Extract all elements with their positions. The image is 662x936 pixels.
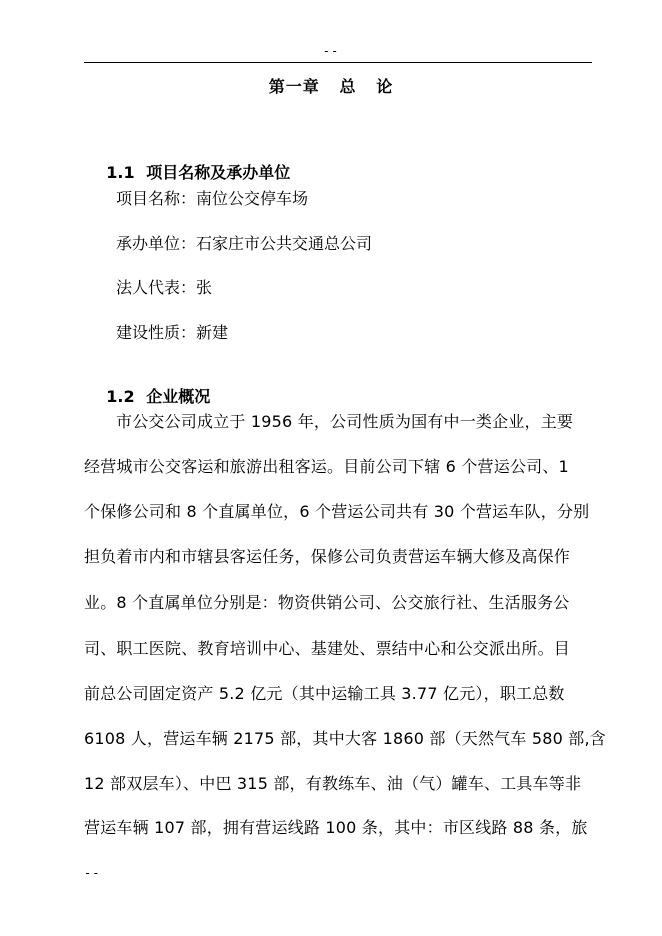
section-number: 1.1 [106,163,135,182]
project-name-line: 项目名称：南位公交停车场 [116,189,309,208]
paragraph-line: 6108 人，营运车辆 2175 部，其中大客 1860 部（天然气车 580 部,含 [84,729,606,748]
header-mark: -- [322,44,340,58]
header-rule [84,62,592,63]
paragraph-line: 个保修公司和 8 个直属单位，6 个营运公司共有 30 个营运车队，分别 [84,502,590,521]
paragraph-line: 司、职工医院、教育培训中心、基建处、票结中心和公交派出所。目 [84,639,571,658]
footer-mark: -- [84,866,101,880]
paragraph-line: 市公交公司成立于 1956 年，公司性质为国有中一类企业，主要 [116,412,574,431]
section-title: 项目名称及承办单位 [146,163,291,182]
section-number: 1.2 [106,387,135,406]
paragraph-line: 前总公司固定资产 5.2 亿元（其中运输工具 3.77 亿元），职工总数 [84,684,565,703]
section-title: 企业概况 [146,387,211,406]
paragraph-line: 营运车辆 107 部，拥有营运线路 100 条，其中：市区线路 88 条，旅 [84,818,588,837]
paragraph-line: 业。8 个直属单位分别是：物资供销公司、公交旅行社、生活服务公 [84,593,570,612]
chapter-title: 第一章 总 论 [268,77,394,96]
paragraph-line: 经营城市公交客运和旅游出租客运。目前公司下辖 6 个营运公司、1 [84,457,569,476]
legal-rep-line: 法人代表：张 [116,278,213,297]
construction-type-line: 建设性质：新建 [116,323,229,342]
paragraph-line: 担负着市内和市辖县客运任务，保修公司负责营运车辆大修及高保作 [84,547,571,566]
organizer-line: 承办单位：石家庄市公共交通总公司 [116,234,373,253]
paragraph-line: 12 部双层车）、中巴 315 部，有教练车、油（气）罐车、工具车等非 [84,774,582,793]
